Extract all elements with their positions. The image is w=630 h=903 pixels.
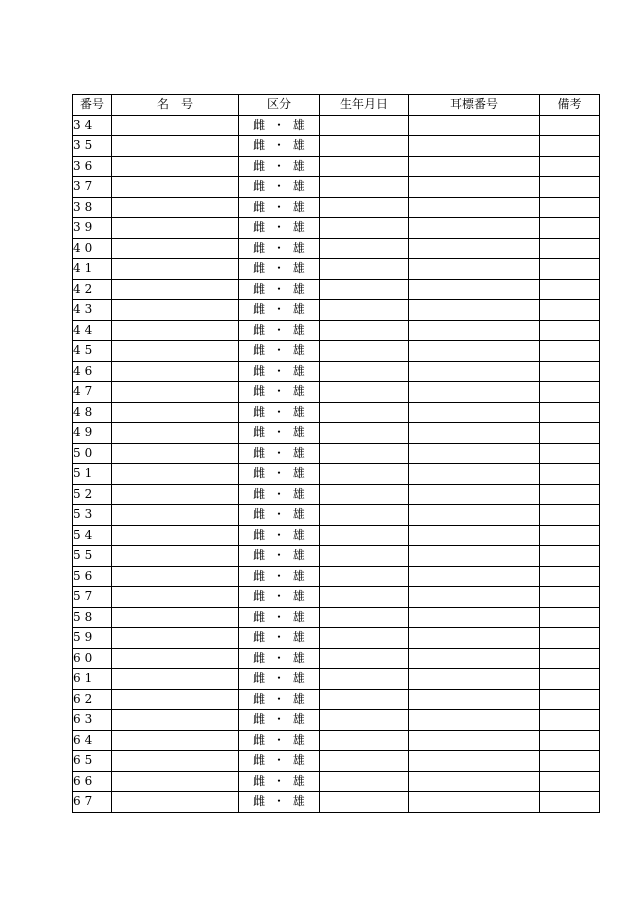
table-row: [73, 361, 600, 382]
table-row: [73, 730, 600, 751]
row-name-cell[interactable]: [112, 238, 239, 259]
row-birthdate-cell[interactable]: [320, 238, 409, 259]
row-number-cell: 40: [73, 238, 112, 259]
row-birthdate-cell[interactable]: [320, 464, 409, 485]
row-remarks-cell[interactable]: [540, 546, 600, 567]
row-name-cell[interactable]: [112, 279, 239, 300]
row-name-cell[interactable]: [112, 751, 239, 772]
table-row: [73, 259, 600, 280]
row-birthdate-cell[interactable]: [320, 648, 409, 669]
row-name-cell[interactable]: [112, 115, 239, 136]
row-birthdate-cell[interactable]: [320, 525, 409, 546]
row-remarks-cell[interactable]: [540, 484, 600, 505]
livestock-register-table: [72, 94, 600, 813]
row-remarks-cell[interactable]: [540, 730, 600, 751]
row-ear-tag-cell[interactable]: [409, 279, 540, 300]
row-ear-tag-cell[interactable]: [409, 238, 540, 259]
row-ear-tag-cell[interactable]: [409, 792, 540, 813]
row-number-cell: 44: [73, 320, 112, 341]
row-ear-tag-cell[interactable]: [409, 259, 540, 280]
header-number: 番号: [73, 95, 112, 116]
row-birthdate-cell[interactable]: [320, 628, 409, 649]
row-ear-tag-cell[interactable]: [409, 464, 540, 485]
row-number-cell: 54: [73, 525, 112, 546]
row-remarks-cell[interactable]: [540, 361, 600, 382]
row-remarks-cell[interactable]: [540, 505, 600, 526]
table-row: [73, 689, 600, 710]
row-name-cell[interactable]: [112, 505, 239, 526]
table-row: [73, 136, 600, 157]
header-remarks: 備考: [540, 95, 600, 116]
row-birthdate-cell[interactable]: [320, 136, 409, 157]
row-ear-tag-cell[interactable]: [409, 320, 540, 341]
table-row: [73, 525, 600, 546]
row-remarks-cell[interactable]: [540, 771, 600, 792]
row-ear-tag-cell[interactable]: [409, 115, 540, 136]
row-remarks-cell[interactable]: [540, 443, 600, 464]
row-birthdate-cell[interactable]: [320, 341, 409, 362]
row-name-cell[interactable]: [112, 177, 239, 198]
row-name-cell[interactable]: [112, 730, 239, 751]
table-row: [73, 710, 600, 731]
register-sheet: [72, 94, 599, 813]
row-remarks-cell[interactable]: [540, 115, 600, 136]
row-category-cell: 雌 ・ 雄: [239, 628, 320, 649]
row-birthdate-cell[interactable]: [320, 156, 409, 177]
row-remarks-cell[interactable]: [540, 628, 600, 649]
table-row: [73, 505, 600, 526]
row-birthdate-cell[interactable]: [320, 689, 409, 710]
table-row: [73, 402, 600, 423]
table-row: [73, 648, 600, 669]
row-category-cell: 雌 ・ 雄: [239, 197, 320, 218]
row-birthdate-cell[interactable]: [320, 587, 409, 608]
row-category-cell: 雌 ・ 雄: [239, 115, 320, 136]
row-ear-tag-cell[interactable]: [409, 628, 540, 649]
row-number-cell: 58: [73, 607, 112, 628]
row-name-cell[interactable]: [112, 156, 239, 177]
row-category-cell: 雌 ・ 雄: [239, 484, 320, 505]
row-name-cell[interactable]: [112, 566, 239, 587]
row-birthdate-cell[interactable]: [320, 607, 409, 628]
row-remarks-cell[interactable]: [540, 792, 600, 813]
row-category-cell: 雌 ・ 雄: [239, 279, 320, 300]
row-number-cell: 57: [73, 587, 112, 608]
table-row: [73, 484, 600, 505]
row-birthdate-cell[interactable]: [320, 423, 409, 444]
row-ear-tag-cell[interactable]: [409, 730, 540, 751]
row-category-cell: 雌 ・ 雄: [239, 423, 320, 444]
row-ear-tag-cell[interactable]: [409, 218, 540, 239]
row-name-cell[interactable]: [112, 689, 239, 710]
row-name-cell[interactable]: [112, 587, 239, 608]
row-remarks-cell[interactable]: [540, 525, 600, 546]
row-remarks-cell[interactable]: [540, 341, 600, 362]
row-remarks-cell[interactable]: [540, 218, 600, 239]
row-category-cell: 雌 ・ 雄: [239, 402, 320, 423]
row-birthdate-cell[interactable]: [320, 546, 409, 567]
table-row: [73, 197, 600, 218]
header-birthdate: 生年月日: [320, 95, 409, 116]
row-name-cell[interactable]: [112, 402, 239, 423]
row-category-cell: 雌 ・ 雄: [239, 361, 320, 382]
row-birthdate-cell[interactable]: [320, 402, 409, 423]
row-birthdate-cell[interactable]: [320, 177, 409, 198]
row-category-cell: 雌 ・ 雄: [239, 238, 320, 259]
row-number-cell: 55: [73, 546, 112, 567]
row-ear-tag-cell[interactable]: [409, 423, 540, 444]
row-remarks-cell[interactable]: [540, 587, 600, 608]
row-category-cell: 雌 ・ 雄: [239, 259, 320, 280]
table-row: [73, 771, 600, 792]
table-row: [73, 156, 600, 177]
row-birthdate-cell[interactable]: [320, 218, 409, 239]
row-number-cell: 59: [73, 628, 112, 649]
row-remarks-cell[interactable]: [540, 197, 600, 218]
row-number-cell: 61: [73, 669, 112, 690]
row-ear-tag-cell[interactable]: [409, 300, 540, 321]
row-number-cell: 35: [73, 136, 112, 157]
row-remarks-cell[interactable]: [540, 689, 600, 710]
row-name-cell[interactable]: [112, 628, 239, 649]
row-birthdate-cell[interactable]: [320, 300, 409, 321]
row-name-cell[interactable]: [112, 341, 239, 362]
row-category-cell: 雌 ・ 雄: [239, 730, 320, 751]
row-birthdate-cell[interactable]: [320, 382, 409, 403]
row-birthdate-cell[interactable]: [320, 566, 409, 587]
row-category-cell: 雌 ・ 雄: [239, 525, 320, 546]
row-ear-tag-cell[interactable]: [409, 382, 540, 403]
row-number-cell: 41: [73, 259, 112, 280]
row-number-cell: 34: [73, 115, 112, 136]
row-remarks-cell[interactable]: [540, 300, 600, 321]
row-birthdate-cell[interactable]: [320, 443, 409, 464]
row-category-cell: 雌 ・ 雄: [239, 648, 320, 669]
row-remarks-cell[interactable]: [540, 402, 600, 423]
row-birthdate-cell[interactable]: [320, 197, 409, 218]
row-birthdate-cell[interactable]: [320, 669, 409, 690]
row-number-cell: 63: [73, 710, 112, 731]
header-name: 名 号: [112, 95, 239, 116]
row-name-cell[interactable]: [112, 484, 239, 505]
row-category-cell: 雌 ・ 雄: [239, 218, 320, 239]
row-ear-tag-cell[interactable]: [409, 177, 540, 198]
row-category-cell: 雌 ・ 雄: [239, 751, 320, 772]
row-remarks-cell[interactable]: [540, 607, 600, 628]
row-ear-tag-cell[interactable]: [409, 669, 540, 690]
table-row: [73, 587, 600, 608]
row-birthdate-cell[interactable]: [320, 361, 409, 382]
row-number-cell: 37: [73, 177, 112, 198]
row-number-cell: 36: [73, 156, 112, 177]
row-category-cell: 雌 ・ 雄: [239, 587, 320, 608]
row-remarks-cell[interactable]: [540, 136, 600, 157]
row-category-cell: 雌 ・ 雄: [239, 546, 320, 567]
table-row: [73, 792, 600, 813]
row-category-cell: 雌 ・ 雄: [239, 320, 320, 341]
table-row: [73, 443, 600, 464]
table-row: [73, 320, 600, 341]
row-name-cell[interactable]: [112, 197, 239, 218]
row-number-cell: 46: [73, 361, 112, 382]
row-name-cell[interactable]: [112, 648, 239, 669]
row-number-cell: 52: [73, 484, 112, 505]
row-remarks-cell[interactable]: [540, 238, 600, 259]
row-ear-tag-cell[interactable]: [409, 197, 540, 218]
row-ear-tag-cell[interactable]: [409, 771, 540, 792]
table-row: [73, 382, 600, 403]
row-remarks-cell[interactable]: [540, 710, 600, 731]
table-row: [73, 607, 600, 628]
row-ear-tag-cell[interactable]: [409, 156, 540, 177]
row-category-cell: 雌 ・ 雄: [239, 177, 320, 198]
row-birthdate-cell[interactable]: [320, 751, 409, 772]
row-birthdate-cell[interactable]: [320, 115, 409, 136]
row-number-cell: 42: [73, 279, 112, 300]
row-ear-tag-cell[interactable]: [409, 525, 540, 546]
row-ear-tag-cell[interactable]: [409, 361, 540, 382]
row-birthdate-cell[interactable]: [320, 730, 409, 751]
row-category-cell: 雌 ・ 雄: [239, 669, 320, 690]
row-remarks-cell[interactable]: [540, 320, 600, 341]
row-remarks-cell[interactable]: [540, 648, 600, 669]
row-number-cell: 49: [73, 423, 112, 444]
row-ear-tag-cell[interactable]: [409, 751, 540, 772]
row-number-cell: 47: [73, 382, 112, 403]
row-number-cell: 66: [73, 771, 112, 792]
row-remarks-cell[interactable]: [540, 177, 600, 198]
row-name-cell[interactable]: [112, 443, 239, 464]
row-ear-tag-cell[interactable]: [409, 505, 540, 526]
row-ear-tag-cell[interactable]: [409, 443, 540, 464]
row-number-cell: 64: [73, 730, 112, 751]
row-birthdate-cell[interactable]: [320, 771, 409, 792]
row-category-cell: 雌 ・ 雄: [239, 792, 320, 813]
table-row: [73, 279, 600, 300]
row-category-cell: 雌 ・ 雄: [239, 156, 320, 177]
row-birthdate-cell[interactable]: [320, 505, 409, 526]
row-number-cell: 45: [73, 341, 112, 362]
row-name-cell[interactable]: [112, 710, 239, 731]
row-category-cell: 雌 ・ 雄: [239, 505, 320, 526]
row-name-cell[interactable]: [112, 464, 239, 485]
row-number-cell: 39: [73, 218, 112, 239]
table-row: [73, 628, 600, 649]
row-number-cell: 50: [73, 443, 112, 464]
row-category-cell: 雌 ・ 雄: [239, 771, 320, 792]
row-remarks-cell[interactable]: [540, 669, 600, 690]
row-remarks-cell[interactable]: [540, 566, 600, 587]
row-category-cell: 雌 ・ 雄: [239, 607, 320, 628]
table-row: [73, 238, 600, 259]
row-ear-tag-cell[interactable]: [409, 587, 540, 608]
table-row: [73, 300, 600, 321]
row-name-cell[interactable]: [112, 300, 239, 321]
row-name-cell[interactable]: [112, 361, 239, 382]
table-row: [73, 115, 600, 136]
row-birthdate-cell[interactable]: [320, 792, 409, 813]
row-name-cell[interactable]: [112, 792, 239, 813]
row-birthdate-cell[interactable]: [320, 320, 409, 341]
row-number-cell: 48: [73, 402, 112, 423]
row-remarks-cell[interactable]: [540, 156, 600, 177]
row-number-cell: 53: [73, 505, 112, 526]
table-row: [73, 669, 600, 690]
row-category-cell: 雌 ・ 雄: [239, 689, 320, 710]
row-number-cell: 65: [73, 751, 112, 772]
row-number-cell: 56: [73, 566, 112, 587]
table-row: [73, 218, 600, 239]
row-category-cell: 雌 ・ 雄: [239, 136, 320, 157]
row-name-cell[interactable]: [112, 259, 239, 280]
row-name-cell[interactable]: [112, 771, 239, 792]
row-category-cell: 雌 ・ 雄: [239, 341, 320, 362]
row-category-cell: 雌 ・ 雄: [239, 710, 320, 731]
row-remarks-cell[interactable]: [540, 464, 600, 485]
row-category-cell: 雌 ・ 雄: [239, 382, 320, 403]
row-category-cell: 雌 ・ 雄: [239, 566, 320, 587]
row-category-cell: 雌 ・ 雄: [239, 443, 320, 464]
row-ear-tag-cell[interactable]: [409, 566, 540, 587]
row-number-cell: 51: [73, 464, 112, 485]
row-ear-tag-cell[interactable]: [409, 689, 540, 710]
table-row: [73, 341, 600, 362]
table-row: [73, 423, 600, 444]
row-ear-tag-cell[interactable]: [409, 710, 540, 731]
row-ear-tag-cell[interactable]: [409, 648, 540, 669]
row-name-cell[interactable]: [112, 546, 239, 567]
row-ear-tag-cell[interactable]: [409, 607, 540, 628]
row-name-cell[interactable]: [112, 320, 239, 341]
row-ear-tag-cell[interactable]: [409, 136, 540, 157]
row-name-cell[interactable]: [112, 136, 239, 157]
row-birthdate-cell[interactable]: [320, 259, 409, 280]
row-number-cell: 43: [73, 300, 112, 321]
row-remarks-cell[interactable]: [540, 259, 600, 280]
register-body: [73, 115, 600, 812]
row-birthdate-cell[interactable]: [320, 484, 409, 505]
row-name-cell[interactable]: [112, 218, 239, 239]
row-remarks-cell[interactable]: [540, 751, 600, 772]
row-number-cell: 67: [73, 792, 112, 813]
table-row: [73, 751, 600, 772]
row-number-cell: 60: [73, 648, 112, 669]
row-name-cell[interactable]: [112, 607, 239, 628]
row-ear-tag-cell[interactable]: [409, 402, 540, 423]
row-birthdate-cell[interactable]: [320, 710, 409, 731]
row-number-cell: 62: [73, 689, 112, 710]
row-name-cell[interactable]: [112, 423, 239, 444]
row-name-cell[interactable]: [112, 525, 239, 546]
table-row: [73, 566, 600, 587]
row-ear-tag-cell[interactable]: [409, 484, 540, 505]
header-category: 区分: [239, 95, 320, 116]
row-name-cell[interactable]: [112, 669, 239, 690]
row-ear-tag-cell[interactable]: [409, 341, 540, 362]
row-remarks-cell[interactable]: [540, 279, 600, 300]
row-category-cell: 雌 ・ 雄: [239, 300, 320, 321]
row-name-cell[interactable]: [112, 382, 239, 403]
row-remarks-cell[interactable]: [540, 382, 600, 403]
row-remarks-cell[interactable]: [540, 423, 600, 444]
row-ear-tag-cell[interactable]: [409, 546, 540, 567]
table-row: [73, 464, 600, 485]
table-row: [73, 177, 600, 198]
row-category-cell: 雌 ・ 雄: [239, 464, 320, 485]
table-row: [73, 546, 600, 567]
row-birthdate-cell[interactable]: [320, 279, 409, 300]
header-ear-tag: 耳標番号: [409, 95, 540, 116]
row-number-cell: 38: [73, 197, 112, 218]
header-row: [73, 95, 600, 116]
